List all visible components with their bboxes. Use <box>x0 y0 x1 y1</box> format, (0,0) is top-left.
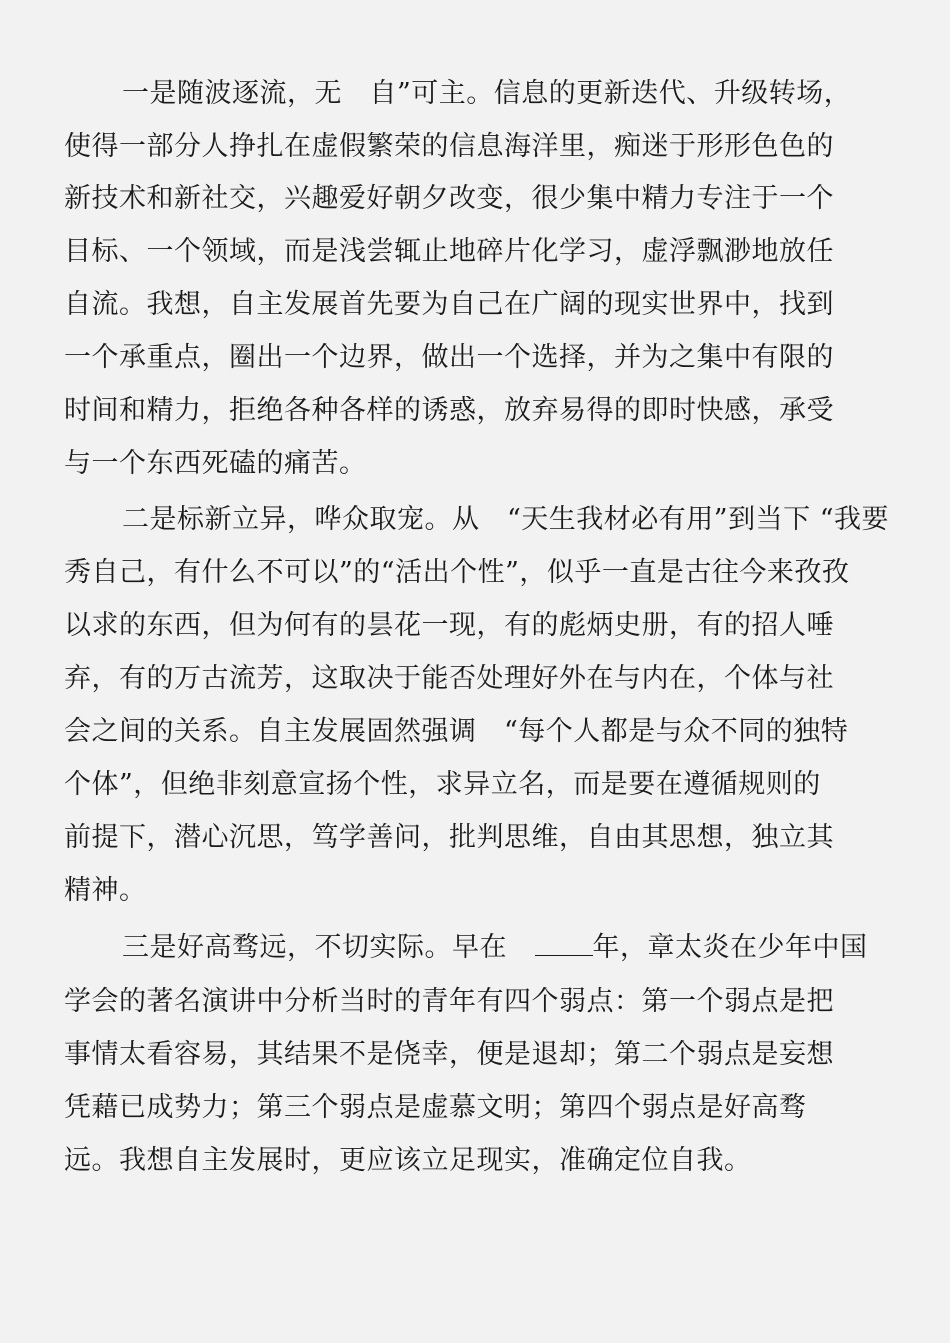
paragraph-2-line-2: 秀自己，有什么不可以”的“活出个性”，似乎一直是古往今来孜孜 <box>64 557 850 588</box>
fill-in-blank <box>535 935 593 956</box>
paragraph-3-line-1-end: 年，章太炎在少年中国 <box>592 932 868 963</box>
paragraph-1-line-5: 自流。我想，自主发展首先要为自己在广阔的现实世界中，找到 <box>64 289 834 320</box>
paragraph-2-line-6: 个体”，但绝非刻意宣扬个性，求异立名，而是要在遵循规则的 <box>64 769 821 800</box>
paragraph-2-line-3: 以求的东西，但为何有的昙花一现，有的彪炳史册，有的招人唾 <box>64 610 834 641</box>
paragraph-1-line-6: 一个承重点，圈出一个边界，做出一个选择，并为之集中有限的 <box>64 342 834 373</box>
paragraph-3-line-1 <box>122 932 868 964</box>
paragraph-1-line-7: 时间和精力，拒绝各种各样的诱惑，放弃易得的即时快感，承受 <box>64 395 834 426</box>
paragraph-2-line-5: 会之间的关系。自主发展固然强调 “每个人都是与众不同的独特 <box>64 716 849 747</box>
paragraph-1-line-3: 新技术和新社交，兴趣爱好朝夕改变，很少集中精力专注于一个 <box>64 183 834 214</box>
paragraph-3-line-2: 学会的著名演讲中分析当时的青年有四个弱点：第一个弱点是把 <box>64 986 834 1017</box>
paragraph-2-line-8: 精神。 <box>64 875 147 906</box>
paragraph-1-line-8: 与一个东西死磕的痛苦。 <box>64 448 367 479</box>
paragraph-1-line-4: 目标、一个领域，而是浅尝辄止地碎片化学习，虚浮飘渺地放任 <box>64 236 834 267</box>
paragraph-2-line-1: 二是标新立异，哗众取宠。从 “天生我材必有用”到当下 “我要 <box>122 504 889 535</box>
paragraph-2-line-7: 前提下，潜心沉思，笃学善问，批判思维，自由其思想，独立其 <box>64 822 834 853</box>
paragraph-1-line-2: 使得一部分人挣扎在虚假繁荣的信息海洋里，痴迷于形形色色的 <box>64 131 834 162</box>
paragraph-3-line-1-start: 三是好高骛远，不切实际。早在 <box>122 932 535 963</box>
paragraph-3-line-5: 远。我想自主发展时，更应该立足现实，准确定位自我。 <box>64 1145 752 1176</box>
paragraph-2-line-4: 弃，有的万古流芳，这取决于能否处理好外在与内在，个体与社 <box>64 663 834 694</box>
paragraph-3-line-4: 凭藉已成势力；第三个弱点是虚慕文明；第四个弱点是好高骛 <box>64 1092 807 1123</box>
paragraph-1-line-1: 一是随波逐流，无 自”可主。信息的更新迭代、升级转场， <box>122 78 852 109</box>
paragraph-3-line-3: 事情太看容易，其结果不是侥幸，便是退却；第二个弱点是妄想 <box>64 1039 834 1070</box>
